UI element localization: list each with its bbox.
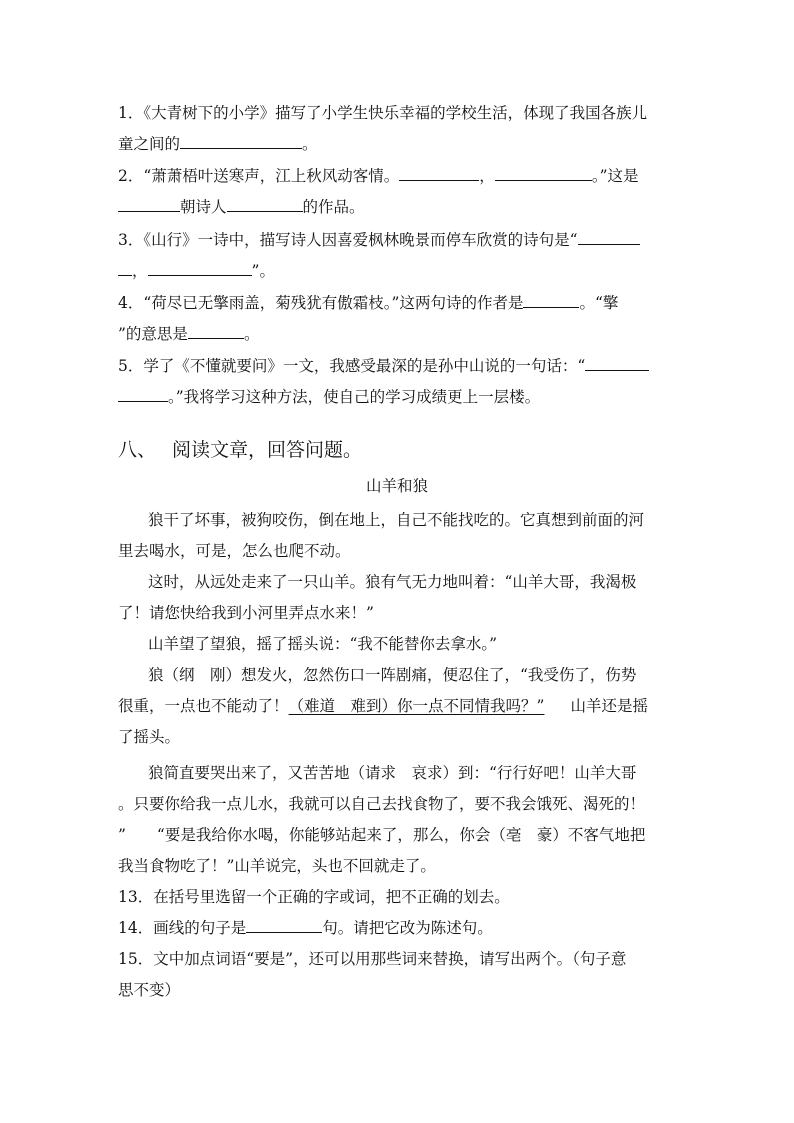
task-14-text: 14．画线的句子是 [118,919,247,937]
q2-poet-blank[interactable] [227,197,303,212]
task-14-end: 句。请把它改为陈述句。 [322,919,493,937]
task-13: 13．在括号里选留一个正确的字或词，把不正确的划去。 [118,888,510,906]
story-p4-text: 很重，一点也不能动了！ [118,697,289,715]
q2-comma: ， [479,167,495,185]
q3-blank-1a[interactable] [578,230,640,245]
q2-line2-mid: 朝诗人 [180,198,227,216]
q4-text: 4．“荷尽已无擎雨盖，菊残犹有傲霜枝。”这两句诗的作者是 [118,294,524,312]
q4-meaning-blank[interactable] [188,324,244,339]
q2-line1 [118,166,678,186]
q5-text: 5．学了《不懂就要问》一文，我感受最深的是孙中山说的一句话：“ [118,357,586,375]
q2-blank-1[interactable] [399,166,479,181]
story-p1-line1: 狼干了坏事，被狗咬伤，倒在地上，自己不能找吃的。它真想到前面的河 [148,511,645,529]
q3-blank-2[interactable] [148,261,252,276]
q5-blank-b[interactable] [118,387,168,402]
story-p3-line1: 山羊望了望狼，摇了摇头说：“我不能替你去拿水。” [148,635,498,653]
q4-line1 [118,293,678,313]
q4-line2-start: ”的意思是 [118,325,188,343]
q4-line2-end: 。 [243,325,260,343]
q3-comma: ， [132,262,148,280]
q2-dynasty-blank[interactable] [118,197,180,212]
story-p5-line3: ” “要是我给你水喝，你能够站起来了，那么，你会（亳 豪）不客气地把 [118,826,646,844]
story-p5-line2: 。只要你给我一点儿水，我就可以自己去找食物了，要不我会饿死、渴死的！ [118,795,646,813]
q1-text: 童之间的 [118,135,181,153]
story-p4-line2 [118,696,678,716]
story-p5-line1: 狼简直要哭出来了，又苦苦地（请求 哀求）到：“行行好吧！山羊大哥 [148,764,637,782]
story-p1-line2: 里去喝水，可是，怎么也爬不动。 [118,542,351,560]
story-p4-line2-end: 山羊还是摇 [570,697,648,715]
section-heading [118,438,362,462]
q5-line2-end: 。”我将学习这种方法，使自己的学习成绩更上一层楼。 [168,388,541,406]
q3-end: ”。 [251,262,275,280]
q2-line2-end: 的作品。 [302,198,365,216]
task-14 [118,918,678,938]
underlined-sentence: （难道 难到）你一点不同情我吗？” [288,697,545,715]
task-14-blank[interactable] [246,918,322,933]
task-15-line2: 思不变） [118,981,181,999]
q1-end: 。 [302,135,318,153]
q1-line2 [118,134,678,154]
section-title: 阅读文章，回答问题。 [172,439,363,461]
section-number: 八、 [118,439,157,461]
story-p2-line2: 了！请您快给我到小河里弄点水来！” [118,604,374,622]
q1-line1: 1．《大青树下的小学》描写了小学生快乐幸福的学校生活，体现了我国各族儿 [118,104,648,122]
q3-line1 [118,230,678,250]
q4-author-blank[interactable] [523,293,579,308]
task-15-line1: 15．文中加点词语“要是”，还可以用那些词来替换，请写出两个。（句子意 [118,950,627,968]
story-p5-line4: 我当食物吃了！”山羊说完，头也不回就走了。 [118,857,436,875]
q3-blank-1b[interactable] [118,261,132,276]
story-p4-line3: 了摇头。 [118,728,181,746]
story-p4-line1: 狼（纲 刚）想发火，忽然伤口一阵剧痛，便忍住了，“我受伤了，伤势 [148,666,637,684]
q2-line2 [118,197,678,217]
q5-blank-a[interactable] [585,356,649,371]
q1-answer-blank[interactable] [180,134,302,149]
q5-line2 [118,387,678,407]
q4-line2 [118,324,678,344]
story-title: 山羊和狼 [365,477,428,495]
q5-line1 [118,356,678,376]
q2-text: 2．“萧萧梧叶送寒声，江上秋风动客情。 [118,167,400,185]
q2-blank-2[interactable] [495,166,592,181]
q3-line2 [118,261,678,281]
q4-line1-end: 。“擎 [579,294,619,312]
story-p2-line1: 这时，从远处走来了一只山羊。狼有气无力地叫着：“山羊大哥，我渴极 [148,573,637,591]
q2-line1-end: 。”这是 [591,167,639,185]
q3-text: 3．《山行》一诗中，描写诗人因喜爱枫林晚景而停车欣赏的诗句是“ [118,231,578,249]
